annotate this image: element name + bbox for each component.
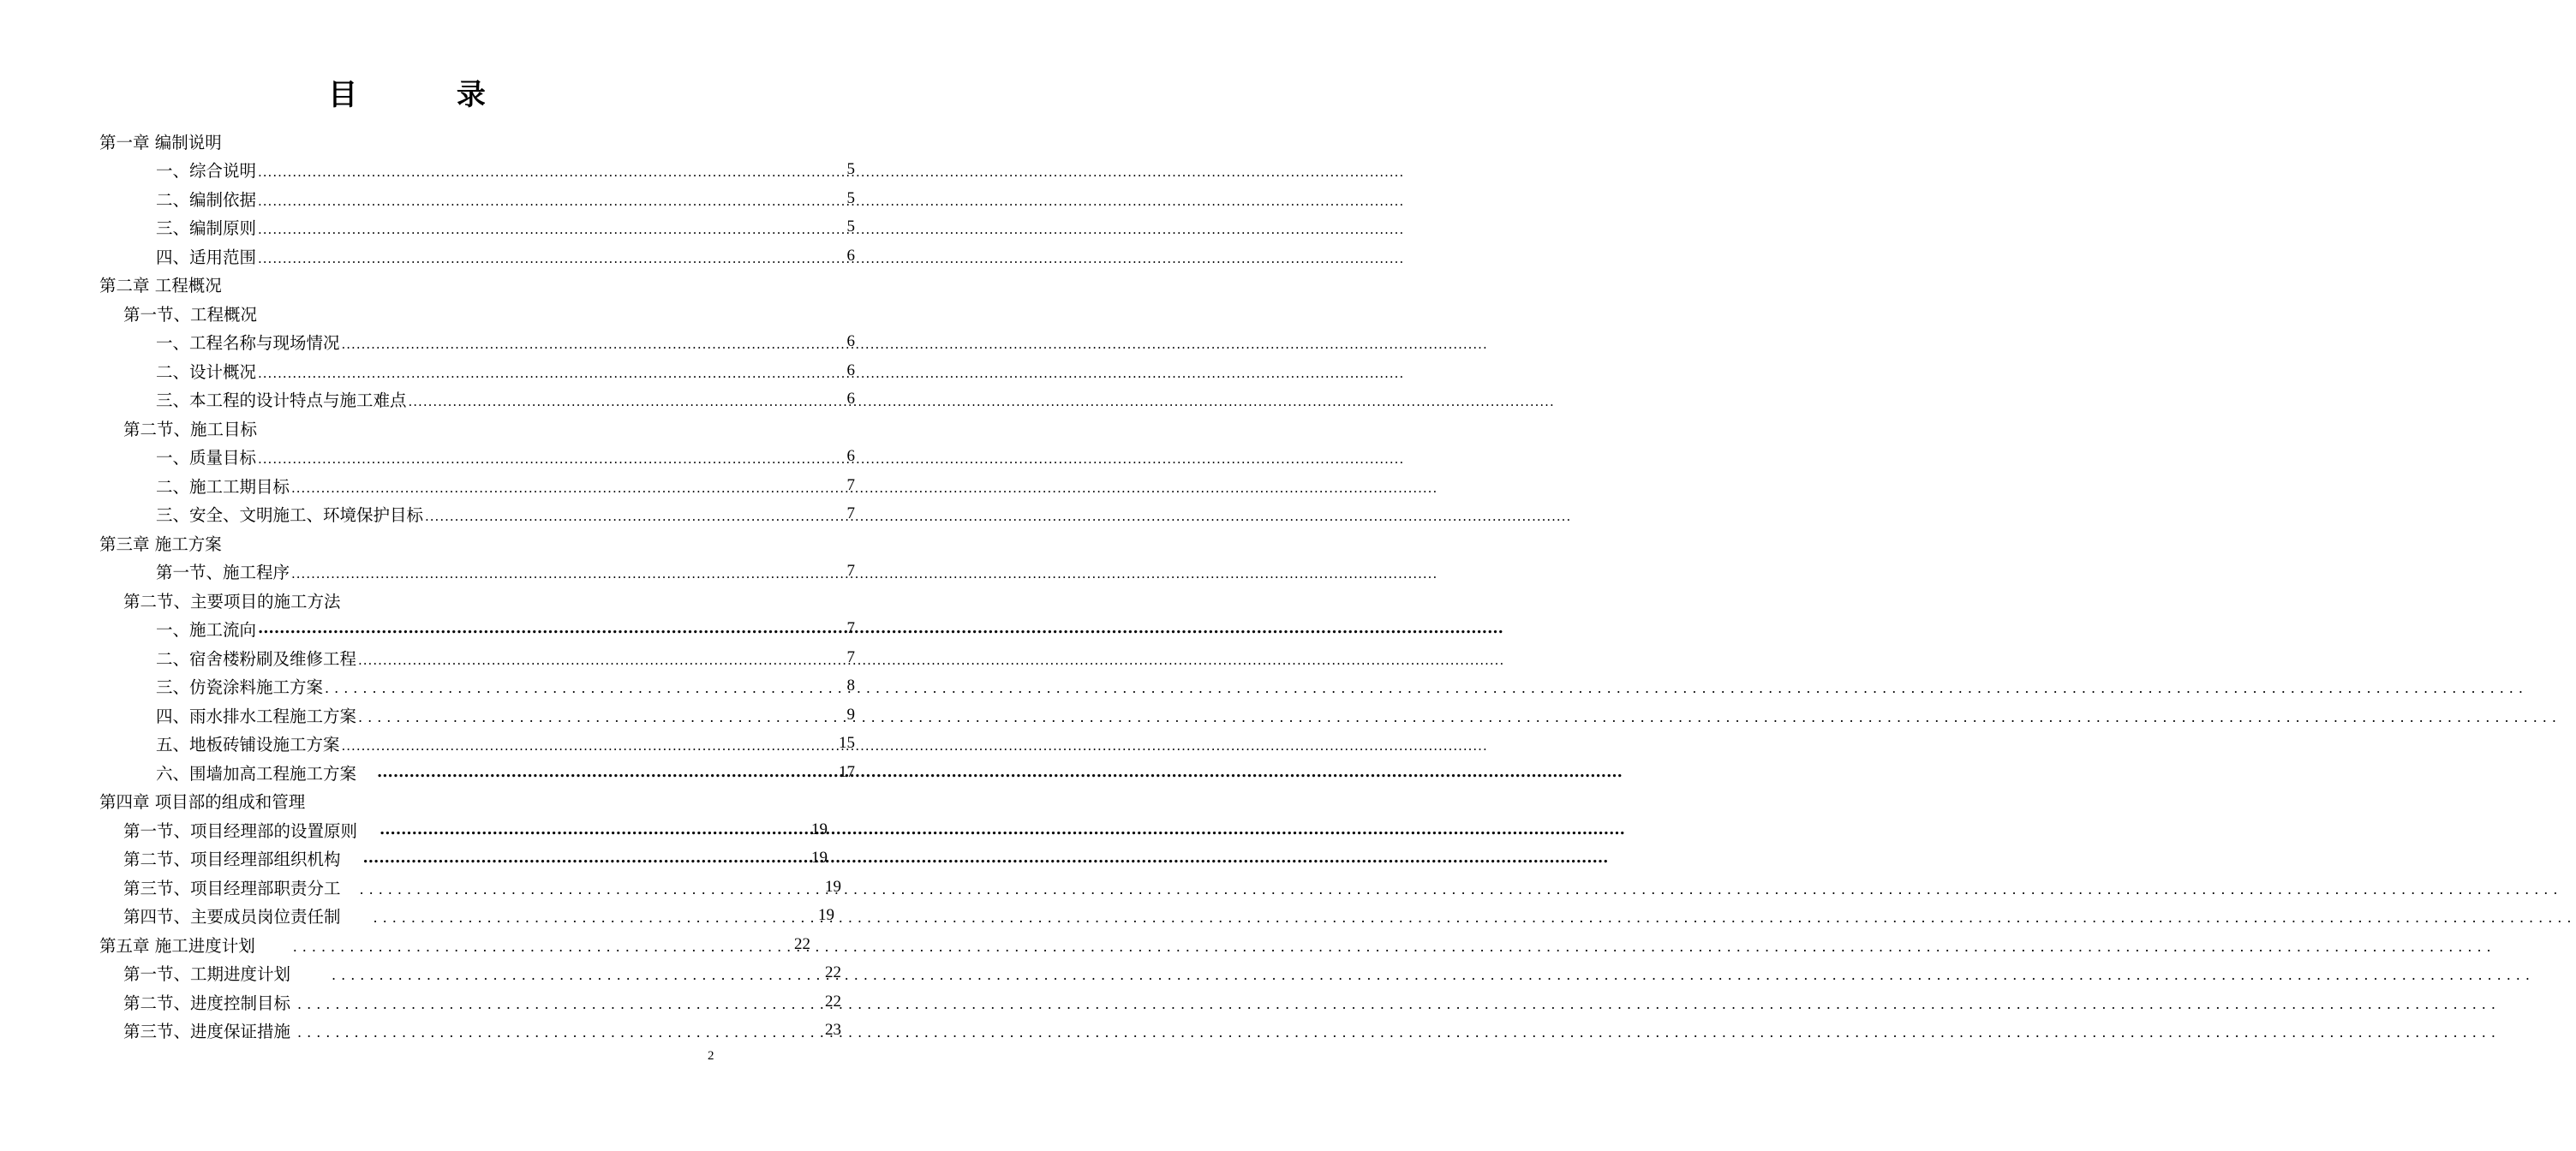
- toc-label: 第四节、主要成员岗位责任制: [123, 907, 341, 927]
- dot-leader: [258, 190, 843, 207]
- toc-entry[interactable]: [0, 213, 855, 242]
- toc-page: 6: [846, 246, 855, 265]
- dot-leader: [358, 649, 843, 666]
- toc-entry[interactable]: [0, 271, 814, 300]
- page-number: 2: [708, 1049, 714, 1063]
- toc-page: 7: [846, 475, 855, 494]
- toc-entry[interactable]: [0, 815, 828, 844]
- dot-leader: [360, 879, 825, 896]
- toc-label: 第二节、进度控制目标: [123, 993, 291, 1013]
- toc-entry[interactable]: [0, 930, 810, 959]
- toc-page: 22: [825, 992, 841, 1011]
- toc-page: 6: [846, 390, 855, 409]
- toc-label: 四、雨水排水工程施工方案: [156, 706, 357, 726]
- toc-entry[interactable]: [0, 701, 855, 730]
- toc-entry[interactable]: [0, 672, 855, 701]
- dot-leader: [258, 448, 843, 465]
- toc-entry[interactable]: [0, 242, 855, 271]
- toc-page: 15: [839, 734, 855, 753]
- toc-page: 23: [825, 1021, 841, 1040]
- toc-label: 第二节、施工目标: [123, 419, 258, 439]
- toc-entry[interactable]: [0, 184, 855, 213]
- toc-entry[interactable]: [0, 558, 855, 587]
- dot-leader: [325, 677, 843, 695]
- toc-label: 一、工程名称与现场情况: [156, 333, 340, 354]
- toc-label: 二、施工工期目标: [156, 476, 290, 497]
- dot-leader: [291, 477, 843, 494]
- toc-entry[interactable]: [0, 873, 841, 902]
- toc-label: 第二节、项目经理部组织机构: [123, 850, 341, 870]
- toc-label: 三、本工程的设计特点与施工难点: [156, 391, 407, 411]
- toc-entry[interactable]: [0, 730, 855, 759]
- dot-leader: [258, 218, 843, 236]
- toc-page: 5: [846, 218, 855, 236]
- toc-page: 7: [846, 562, 855, 581]
- toc-entry[interactable]: [0, 299, 814, 328]
- dot-leader: [297, 1022, 815, 1039]
- toc-entry[interactable]: [0, 528, 814, 558]
- toc-entry[interactable]: [0, 156, 855, 185]
- toc-entry[interactable]: [0, 902, 834, 931]
- toc-page: 7: [846, 647, 855, 666]
- dot-leader: [297, 993, 825, 1011]
- dot-leader: [377, 764, 825, 781]
- toc-label: 一、质量目标: [156, 448, 257, 468]
- toc-entry[interactable]: [0, 844, 828, 874]
- toc-entry[interactable]: [0, 758, 855, 787]
- toc-entry[interactable]: [0, 787, 814, 816]
- toc-label: 六、围墙加高工程施工方案: [156, 763, 357, 784]
- toc-entry[interactable]: [0, 385, 855, 414]
- toc-label: 第二章 工程概况: [99, 276, 222, 296]
- toc-label: 第一节、工程概况: [123, 304, 258, 325]
- toc-page: 6: [846, 332, 855, 351]
- toc-label: 第三节、进度保证措施: [123, 1022, 291, 1042]
- toc-page: 19: [811, 849, 828, 868]
- dot-leader: [258, 620, 843, 637]
- toc-page: 22: [794, 934, 810, 953]
- toc-label: 第三章 施工方案: [99, 534, 222, 554]
- toc-label: 第一节、施工程序: [156, 563, 290, 583]
- toc-label: 第一章 编制说明: [99, 132, 222, 152]
- toc-label: 三、安全、文明施工、环境保护目标: [156, 505, 424, 526]
- toc-page: 17: [839, 762, 855, 781]
- toc-entry[interactable]: [0, 471, 855, 500]
- toc-label: 第五章 施工进度计划: [99, 935, 255, 956]
- dot-leader: [258, 362, 843, 379]
- toc-label: 二、编制依据: [156, 189, 257, 210]
- toc-label: 四、适用范围: [156, 247, 257, 267]
- toc-label: 三、仿瓷涂料施工方案: [156, 677, 324, 698]
- toc-entry[interactable]: [0, 586, 814, 615]
- toc-page: 19: [818, 906, 834, 925]
- dot-leader: [425, 505, 843, 522]
- toc-entry[interactable]: [0, 127, 814, 156]
- dot-leader: [258, 161, 843, 178]
- toc-entry[interactable]: [0, 959, 841, 988]
- toc-page: 22: [825, 963, 841, 982]
- toc-page: 19: [811, 820, 828, 838]
- toc-page: 5: [846, 188, 855, 207]
- toc-entry[interactable]: [0, 328, 855, 357]
- toc-label: 二、宿舍楼粉刷及维修工程: [156, 648, 357, 669]
- dot-leader: [332, 964, 825, 981]
- toc-entry[interactable]: [0, 500, 855, 529]
- toc-page: 7: [846, 619, 855, 638]
- toc-page: 5: [846, 160, 855, 179]
- toc-label: 一、综合说明: [156, 161, 257, 182]
- toc-entry[interactable]: [0, 1017, 841, 1046]
- table-of-contents: [0, 127, 855, 1045]
- toc-label: 二、设计概况: [156, 361, 257, 382]
- toc-label: 第一节、工期进度计划: [123, 964, 291, 985]
- dot-leader: [380, 821, 798, 838]
- toc-label: 第四章 项目部的组成和管理: [99, 792, 306, 813]
- toc-entry[interactable]: [0, 414, 814, 443]
- dot-leader: [258, 247, 843, 265]
- toc-label: 五、地板砖铺设施工方案: [156, 735, 340, 755]
- toc-page: 7: [846, 504, 855, 523]
- toc-page: 8: [846, 677, 855, 695]
- dot-leader: [374, 907, 818, 924]
- dot-leader: [409, 391, 844, 408]
- toc-page: 19: [825, 877, 841, 896]
- toc-entry[interactable]: [0, 987, 841, 1017]
- toc-page: 6: [846, 361, 855, 379]
- dot-leader: [342, 333, 844, 350]
- toc-page: 9: [846, 705, 855, 724]
- toc-label: 第一节、项目经理部的设置原则: [123, 820, 358, 841]
- toc-entry[interactable]: [0, 643, 855, 672]
- toc-label: 一、施工流向: [156, 620, 257, 641]
- dot-leader: [358, 707, 843, 724]
- toc-entry[interactable]: [0, 615, 855, 644]
- toc-entry[interactable]: [0, 356, 855, 385]
- dot-leader: [293, 936, 794, 953]
- dot-leader: [291, 563, 843, 580]
- toc-label: 第二节、主要项目的施工方法: [123, 591, 341, 611]
- page-title: 目 录: [328, 78, 530, 112]
- dot-leader: [363, 850, 798, 867]
- toc-label: 三、编制原则: [156, 218, 257, 239]
- toc-label: 第三节、项目经理部职责分工: [123, 878, 341, 898]
- dot-leader: [342, 735, 835, 752]
- toc-page: 6: [846, 447, 855, 466]
- toc-entry[interactable]: [0, 443, 855, 472]
